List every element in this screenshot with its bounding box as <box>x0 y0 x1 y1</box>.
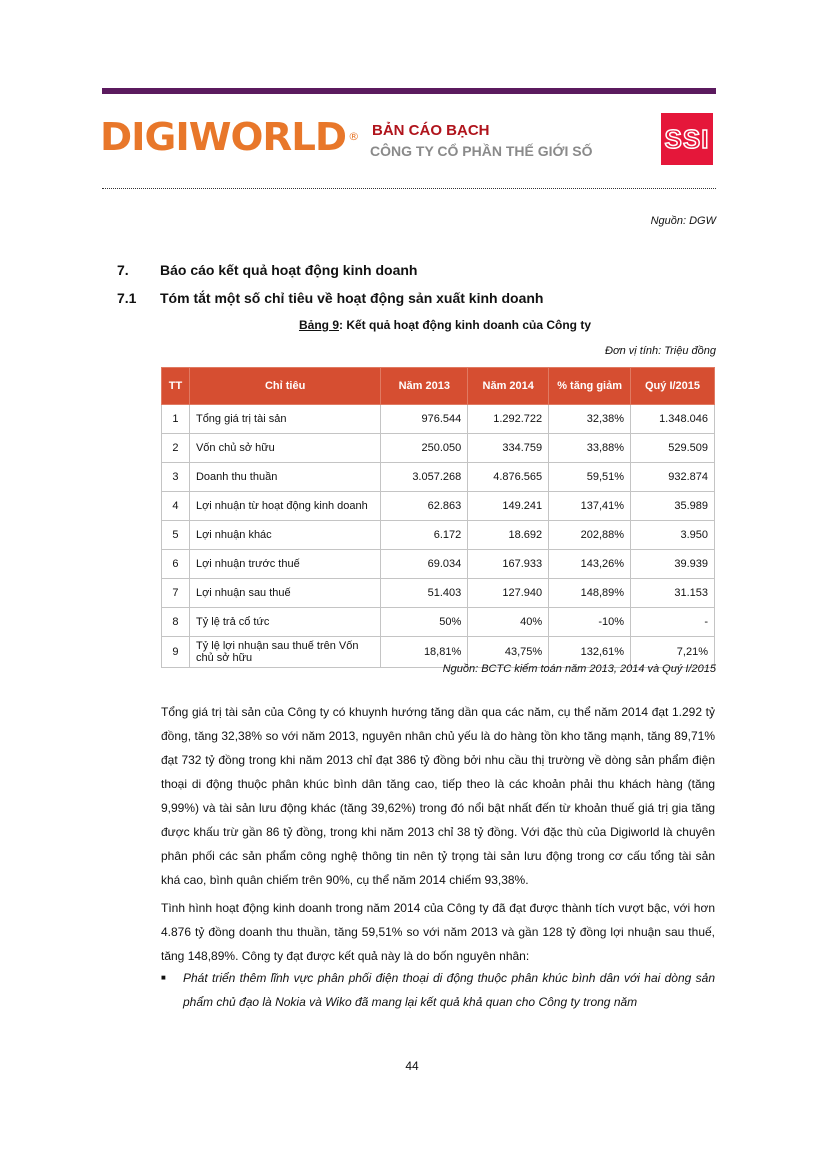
table-row <box>162 405 715 434</box>
cell-2014: 4.876.565 <box>468 463 549 492</box>
source-note-top: Nguồn: DGW <box>650 215 716 227</box>
ssi-logo-text: SSI <box>664 123 710 154</box>
cell-q1-2015: 7,21% <box>631 637 715 668</box>
cell-tt: 8 <box>162 608 190 637</box>
table-row <box>162 434 715 463</box>
column-header-2014: Năm 2014 <box>468 368 549 405</box>
cell-2014: 149.241 <box>468 492 549 521</box>
cell-q1-2015: 1.348.046 <box>631 405 715 434</box>
cell-2013: 62.863 <box>381 492 468 521</box>
cell-tt: 2 <box>162 434 190 463</box>
cell-change: 33,88% <box>549 434 631 463</box>
cell-indicator: Tổng giá trị tài sản <box>189 405 380 434</box>
cell-2014: 1.292.722 <box>468 405 549 434</box>
header-top-bar <box>102 88 716 94</box>
cell-2013: 18,81% <box>381 637 468 668</box>
cell-q1-2015: 932.874 <box>631 463 715 492</box>
table-row <box>162 550 715 579</box>
ssi-logo <box>661 113 713 165</box>
cell-tt: 6 <box>162 550 190 579</box>
cell-indicator: Lợi nhuận trước thuế <box>189 550 380 579</box>
cell-2014: 334.759 <box>468 434 549 463</box>
bullet-square-icon: ■ <box>161 973 166 982</box>
header-divider <box>102 188 716 189</box>
cell-tt: 5 <box>162 521 190 550</box>
column-header-2013: Năm 2013 <box>381 368 468 405</box>
cell-change: 59,51% <box>549 463 631 492</box>
cell-2014: 40% <box>468 608 549 637</box>
cell-q1-2015: 3.950 <box>631 521 715 550</box>
cell-q1-2015: 529.509 <box>631 434 715 463</box>
cell-q1-2015: 31.153 <box>631 579 715 608</box>
cell-indicator: Lợi nhuận sau thuế <box>189 579 380 608</box>
cell-tt: 9 <box>162 637 190 668</box>
page-number: 44 <box>405 1059 419 1073</box>
cell-indicator: Vốn chủ sở hữu <box>189 434 380 463</box>
cell-2013: 976.544 <box>381 405 468 434</box>
cell-change: 32,38% <box>549 405 631 434</box>
cell-tt: 1 <box>162 405 190 434</box>
cell-indicator: Tỷ lệ lợi nhuận sau thuế trên Vốn chủ sở hữu <box>189 637 380 668</box>
cell-2013: 250.050 <box>381 434 468 463</box>
section-title: Tóm tắt một số chỉ tiêu về hoạt động sản xuất kinh doanh <box>160 290 544 306</box>
table-header-row <box>162 368 715 405</box>
section-number: 7. <box>117 262 129 278</box>
paragraph-business-performance: Tình hình hoạt động kinh doanh trong năm 2014 của Công ty đã đạt được thành tích vượt bậc, với hơn 4.876 tỷ đồng doanh thu thuần, tăng 59,51% so với năm 2013 và gần 128 tỷ đồng lợi nhuận sau thuế, tăng 148,89%. Công ty đạt được kết quả này là do bốn nguyên nhân: <box>161 901 715 963</box>
cell-change: 143,26% <box>549 550 631 579</box>
section-title: Báo cáo kết quả hoạt động kinh doanh <box>160 262 418 278</box>
column-header-change: % tăng giảm <box>549 368 631 405</box>
table-caption-text: : Kết quả hoạt động kinh doanh của Công ty <box>339 318 591 332</box>
cell-2014: 18.692 <box>468 521 549 550</box>
section-heading-7 <box>117 262 417 278</box>
table-row <box>162 492 715 521</box>
cell-2014: 167.933 <box>468 550 549 579</box>
bullet-text: Phát triển thêm lĩnh vực phân phối điện thoại di động thuộc phân khúc bình dân với hai dòng sản phẩm chủ đạo là Nokia và Wiko đã mang lại kết quả khả quan cho Công ty trong năm <box>183 971 715 1009</box>
cell-indicator: Lợi nhuận từ hoạt động kinh doanh <box>189 492 380 521</box>
cell-2013: 3.057.268 <box>381 463 468 492</box>
cell-q1-2015: - <box>631 608 715 637</box>
cell-2013: 69.034 <box>381 550 468 579</box>
cell-2013: 51.403 <box>381 579 468 608</box>
cell-2014: 127.940 <box>468 579 549 608</box>
section-heading-7-1 <box>117 290 543 306</box>
table-caption-label: Bảng 9 <box>298 318 339 332</box>
cell-indicator: Lợi nhuận khác <box>189 521 380 550</box>
cell-tt: 7 <box>162 579 190 608</box>
table-row <box>162 521 715 550</box>
column-header-q1-2015: Quý I/2015 <box>631 368 715 405</box>
cell-2014: 43,75% <box>468 637 549 668</box>
digiworld-logo <box>100 117 358 157</box>
company-name: CÔNG TY CỔ PHẦN THẾ GIỚI SỐ <box>370 143 593 159</box>
bullet-item <box>161 966 715 1014</box>
digiworld-logo-text: DIGIWORLD <box>100 115 347 159</box>
paragraph-total-assets: Tổng giá trị tài sản của Công ty có khuynh hướng tăng dần qua các năm, cụ thể năm 2014 đạt 1.292 tỷ đồng, tăng 32,38% so với năm 2013, nguyên nhân chủ yếu là do hàng tồn kho tăng mạnh, tăng 89,71% đạt 732 tỷ đồng trong khi năm 2013 chỉ đạt 386 tỷ đồng bởi nhu cầu thị trường về dòng sản phẩm điện thoại di động thuộc phân khúc bình dân tăng cao, tiếp theo là các khoản phải thu khách hàng (tăng 9,99%) và tài sản lưu động khác (tăng 39,62%) trong đó nổi bật nhất đến từ khoản thuế giá trị gia tăng được khấu trừ gần 86 tỷ đồng, trong khi năm 2013 chỉ 38 tỷ đồng. Với đặc thù của Digiworld là chuyên phân phối các sản phẩm công nghệ thông tin nên tỷ trọng tài sản lưu động trong cơ cấu tổng tài sản khá cao, bình quân chiếm trên 90%, cụ thể năm 2014 chiếm 93,38%. <box>161 705 715 887</box>
cell-change: 202,88% <box>549 521 631 550</box>
table-row <box>162 608 715 637</box>
cell-tt: 3 <box>162 463 190 492</box>
table-row <box>162 579 715 608</box>
table-unit: Đơn vị tính: Triệu đồng <box>605 345 716 357</box>
table-row <box>162 463 715 492</box>
registered-mark-icon: ® <box>348 130 359 143</box>
cell-change: 132,61% <box>549 637 631 668</box>
cell-q1-2015: 35.989 <box>631 492 715 521</box>
table-caption <box>0 318 820 332</box>
cell-indicator: Doanh thu thuần <box>189 463 380 492</box>
cell-indicator: Tỷ lệ trả cổ tức <box>189 608 380 637</box>
cell-change: 148,89% <box>549 579 631 608</box>
column-header-tt: TT <box>162 368 190 405</box>
business-results-table <box>161 367 715 668</box>
cell-change: -10% <box>549 608 631 637</box>
cell-tt: 4 <box>162 492 190 521</box>
document-title: BẢN CÁO BẠCH <box>372 122 490 139</box>
table-source-note: Nguồn: BCTC kiểm toán năm 2013, 2014 và Quý I/2015 <box>442 663 716 675</box>
cell-2013: 6.172 <box>381 521 468 550</box>
cell-2013: 50% <box>381 608 468 637</box>
cell-change: 137,41% <box>549 492 631 521</box>
column-header-indicator: Chỉ tiêu <box>189 368 380 405</box>
section-number: 7.1 <box>117 290 137 306</box>
cell-q1-2015: 39.939 <box>631 550 715 579</box>
